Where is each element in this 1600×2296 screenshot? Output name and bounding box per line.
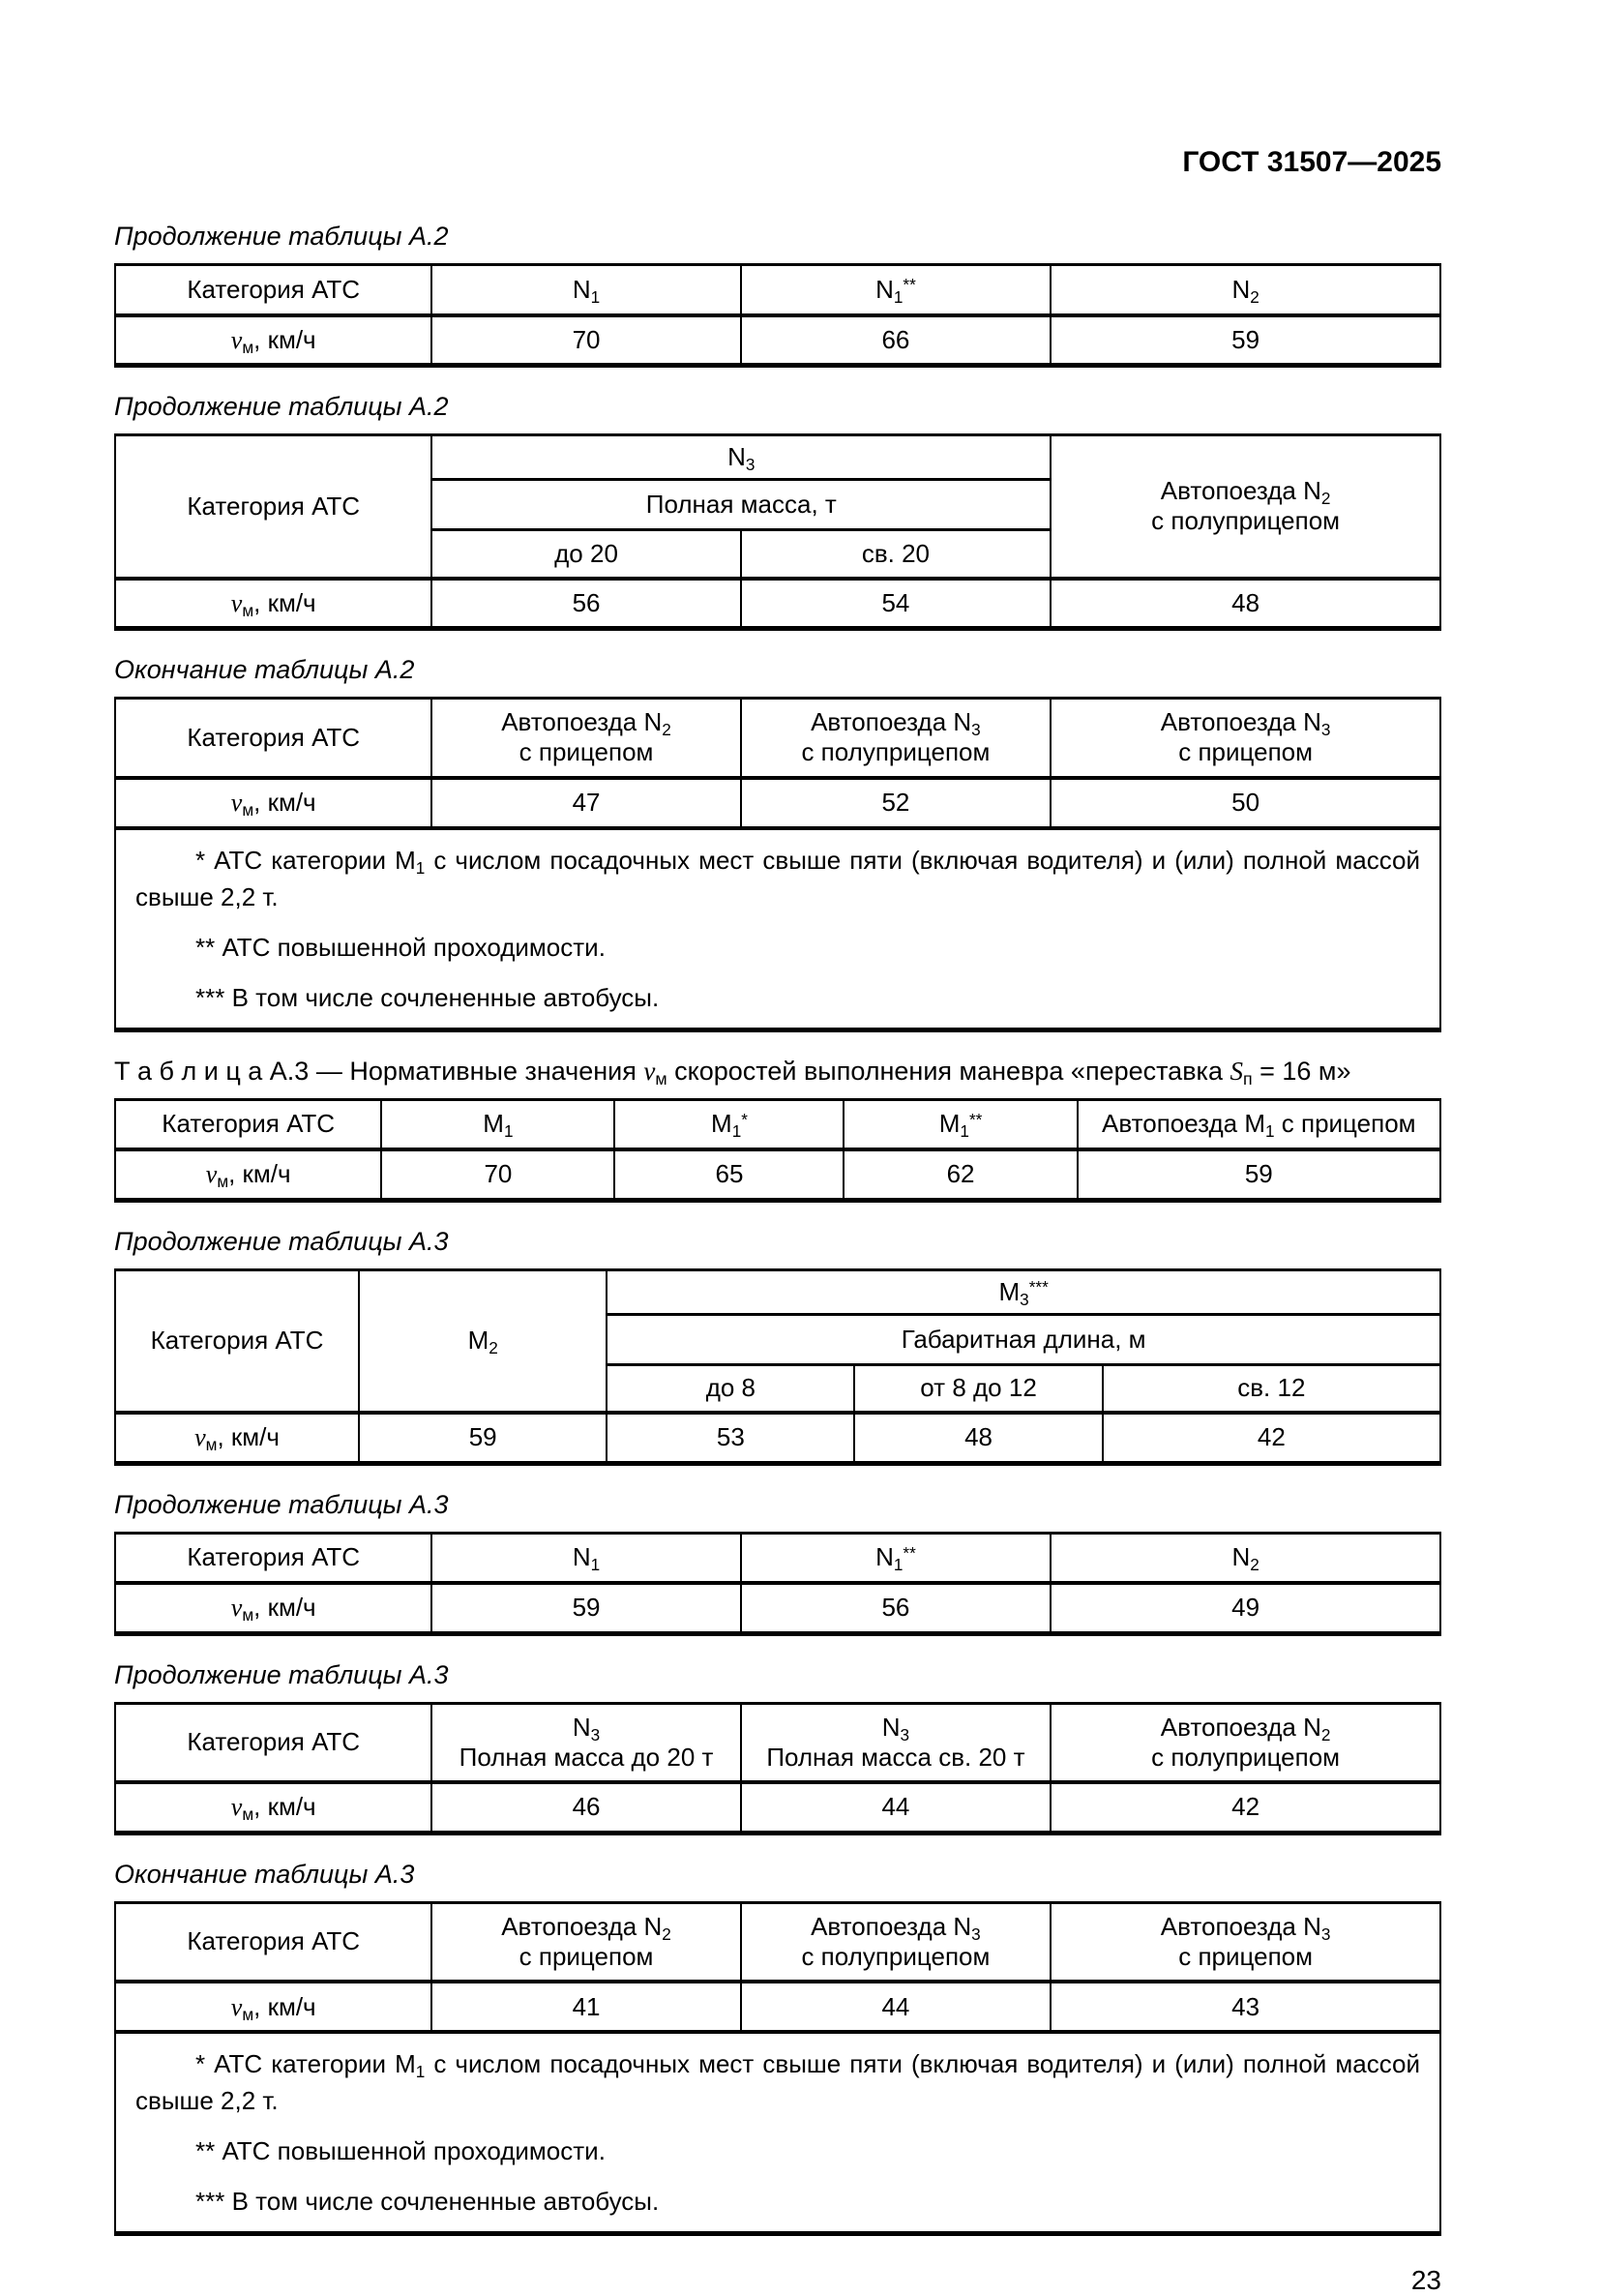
value-cell: 59: [431, 1583, 740, 1633]
header-cell: Автопоезда $N_3$ с полуприцепом: [741, 1902, 1052, 1982]
value-cell: 62: [844, 1149, 1077, 1200]
value-row: [115, 778, 1440, 828]
header-cell: до 20: [431, 530, 740, 579]
header-row: [115, 699, 1440, 778]
value-cell: 70: [431, 315, 740, 366]
speed-label-cell: $v_м$, км/ч: [115, 1583, 431, 1633]
value-cell: 48: [1051, 579, 1440, 629]
category-header-cell: Категория АТС: [115, 1902, 431, 1982]
header-cell: Автопоезда $N_2$ с полуприцепом: [1051, 435, 1440, 579]
value-cell: 46: [431, 1782, 740, 1833]
value-cell: 52: [741, 778, 1052, 828]
value-row: [115, 579, 1440, 629]
category-header-cell: Категория АТС: [115, 1703, 431, 1782]
footnotes-row: [115, 2032, 1440, 2234]
header-cell: от 8 до 12: [854, 1364, 1102, 1413]
header-cell: $N_2$: [1051, 265, 1440, 315]
value-cell: 70: [381, 1149, 614, 1200]
header-cell: $N_3$ Полная масса до 20 т: [431, 1703, 740, 1782]
value-row: [115, 1413, 1440, 1463]
value-row: [115, 315, 1440, 366]
category-header-cell: Категория АТС: [115, 1099, 381, 1149]
footnote-2: ** АТС повышенной проходимости.: [195, 932, 606, 962]
value-cell: 50: [1051, 778, 1440, 828]
table-a2-continuation-2: [114, 433, 1441, 631]
group-header-cell: $М_3^{***}$: [607, 1269, 1440, 1314]
value-cell: 59: [359, 1413, 607, 1463]
caption-a3-continuation-2: Продолжение таблицы А.3: [114, 1489, 449, 1519]
group-header-cell: $N_3$: [431, 435, 1051, 480]
value-cell: 56: [431, 579, 740, 629]
value-cell: 44: [741, 1982, 1052, 2032]
value-cell: 66: [741, 315, 1052, 366]
table-a2-end: [114, 697, 1441, 1032]
caption-a2-end: Окончание таблицы А.2: [114, 655, 415, 684]
value-cell: 59: [1078, 1149, 1440, 1200]
table-a3-main: [114, 1098, 1441, 1203]
speed-label-cell: $v_м$, км/ч: [115, 1982, 431, 2032]
footnote-1: * АТС категории $М_1$ с числом посадочных мест свыше пяти (включая водителя) и (или) полной массой свыше 2,2 т.: [135, 845, 1420, 911]
caption-a3-end: Окончание таблицы А.3: [114, 1859, 415, 1889]
footnote-3: *** В том числе сочлененные автобусы.: [195, 2187, 660, 2216]
header-row: [115, 1533, 1440, 1583]
page-number: 23: [1410, 2265, 1441, 2295]
header-cell: $N_2$: [1051, 1533, 1440, 1583]
header-row: [115, 1902, 1440, 1982]
value-cell: 43: [1051, 1982, 1440, 2032]
header-cell: Автопоезда $N_3$ с полуприцепом: [741, 699, 1052, 778]
table-a2-continuation-1: [114, 263, 1441, 368]
footnotes-cell: [115, 2032, 1440, 2234]
value-cell: 59: [1051, 315, 1440, 366]
table-a3-end: [114, 1901, 1441, 2237]
caption-a2-continuation-2: Продолжение таблицы А.2: [114, 392, 449, 421]
header-cell: Автопоезда $N_2$ с прицепом: [431, 1902, 740, 1982]
footnote-1: * АТС категории $М_1$ с числом посадочных мест свыше пяти (включая водителя) и (или) полной массой свыше 2,2 т.: [135, 2049, 1420, 2115]
speed-label-cell: $v_м$, км/ч: [115, 778, 431, 828]
footnotes-row: [115, 828, 1440, 1030]
header-cell: $N_3$ Полная масса св. 20 т: [741, 1703, 1052, 1782]
value-cell: 53: [607, 1413, 854, 1463]
header-cell: Автопоезда $N_3$ с прицепом: [1051, 1902, 1440, 1982]
header-cell: $М_2$: [359, 1269, 607, 1413]
value-cell: 42: [1103, 1413, 1440, 1463]
header-row: [115, 265, 1440, 315]
header-cell: $М_1$: [381, 1099, 614, 1149]
speed-label-cell: $v_м$, км/ч: [115, 579, 431, 629]
value-row: [115, 1782, 1440, 1833]
value-cell: 65: [614, 1149, 844, 1200]
caption-a2-continuation-1: Продолжение таблицы А.2: [114, 222, 449, 251]
speed-label-cell: $v_м$, км/ч: [115, 315, 431, 366]
value-cell: 44: [741, 1782, 1052, 1833]
value-row: [115, 1982, 1440, 2032]
value-cell: 41: [431, 1982, 740, 2032]
header-cell: Автопоезда $N_2$ с полуприцепом: [1051, 1703, 1440, 1782]
table-a3-continuation-3: [114, 1702, 1441, 1835]
header-cell: Автопоезда $N_2$ с прицепом: [431, 699, 740, 778]
category-header-cell: Категория АТС: [115, 265, 431, 315]
document-code: ГОСТ 31507—2025: [1182, 146, 1441, 178]
header-cell: $N_1^{**}$: [741, 265, 1052, 315]
value-row: [115, 1149, 1440, 1200]
footnotes-cell: [115, 828, 1440, 1030]
footnote-2: ** АТС повышенной проходимости.: [195, 2136, 606, 2165]
header-cell: Автопоезда $N_3$ с прицепом: [1051, 699, 1440, 778]
header-row: [115, 1703, 1440, 1782]
speed-label-cell: $v_м$, км/ч: [115, 1413, 359, 1463]
header-row: [115, 1269, 1440, 1314]
subgroup-header-cell: Полная масса, т: [431, 480, 1051, 530]
table-a3-continuation-1: [114, 1268, 1441, 1466]
caption-a3-continuation-1: Продолжение таблицы А.3: [114, 1226, 449, 1256]
category-header-cell: Категория АТС: [115, 1533, 431, 1583]
value-cell: 48: [854, 1413, 1102, 1463]
header-cell: $М_1^*$: [614, 1099, 844, 1149]
category-header-cell: Категория АТС: [115, 435, 431, 579]
category-header-cell: Категория АТС: [115, 1269, 359, 1413]
header-cell: $N_1$: [431, 1533, 740, 1583]
subgroup-header-cell: Габаритная длина, м: [607, 1314, 1440, 1364]
header-cell: $N_1^{**}$: [741, 1533, 1052, 1583]
speed-label-cell: $v_м$, км/ч: [115, 1782, 431, 1833]
header-cell: Автопоезда $М_1$ с прицепом: [1078, 1099, 1440, 1149]
value-cell: 56: [741, 1583, 1052, 1633]
header-row: [115, 1099, 1440, 1149]
header-cell: $N_1$: [431, 265, 740, 315]
header-cell: св. 20: [741, 530, 1052, 579]
header-row: [115, 435, 1440, 480]
caption-table-a3: Т а б л и ц а А.3 — Нормативные значения $v_м$ скоростей выполнения маневра «переставка $S_п = 16$ м»: [114, 1056, 1351, 1088]
speed-label-cell: $v_м$, км/ч: [115, 1149, 381, 1200]
value-row: [115, 1583, 1440, 1633]
table-a3-continuation-2: [114, 1532, 1441, 1636]
header-cell: св. 12: [1103, 1364, 1440, 1413]
value-cell: 54: [741, 579, 1052, 629]
value-cell: 49: [1051, 1583, 1440, 1633]
header-cell: до 8: [607, 1364, 854, 1413]
footnote-3: *** В том числе сочлененные автобусы.: [195, 982, 660, 1012]
value-cell: 47: [431, 778, 740, 828]
category-header-cell: Категория АТС: [115, 699, 431, 778]
value-cell: 42: [1051, 1782, 1440, 1833]
header-cell: $М_1^{**}$: [844, 1099, 1077, 1149]
caption-a3-continuation-3: Продолжение таблицы А.3: [114, 1659, 449, 1689]
